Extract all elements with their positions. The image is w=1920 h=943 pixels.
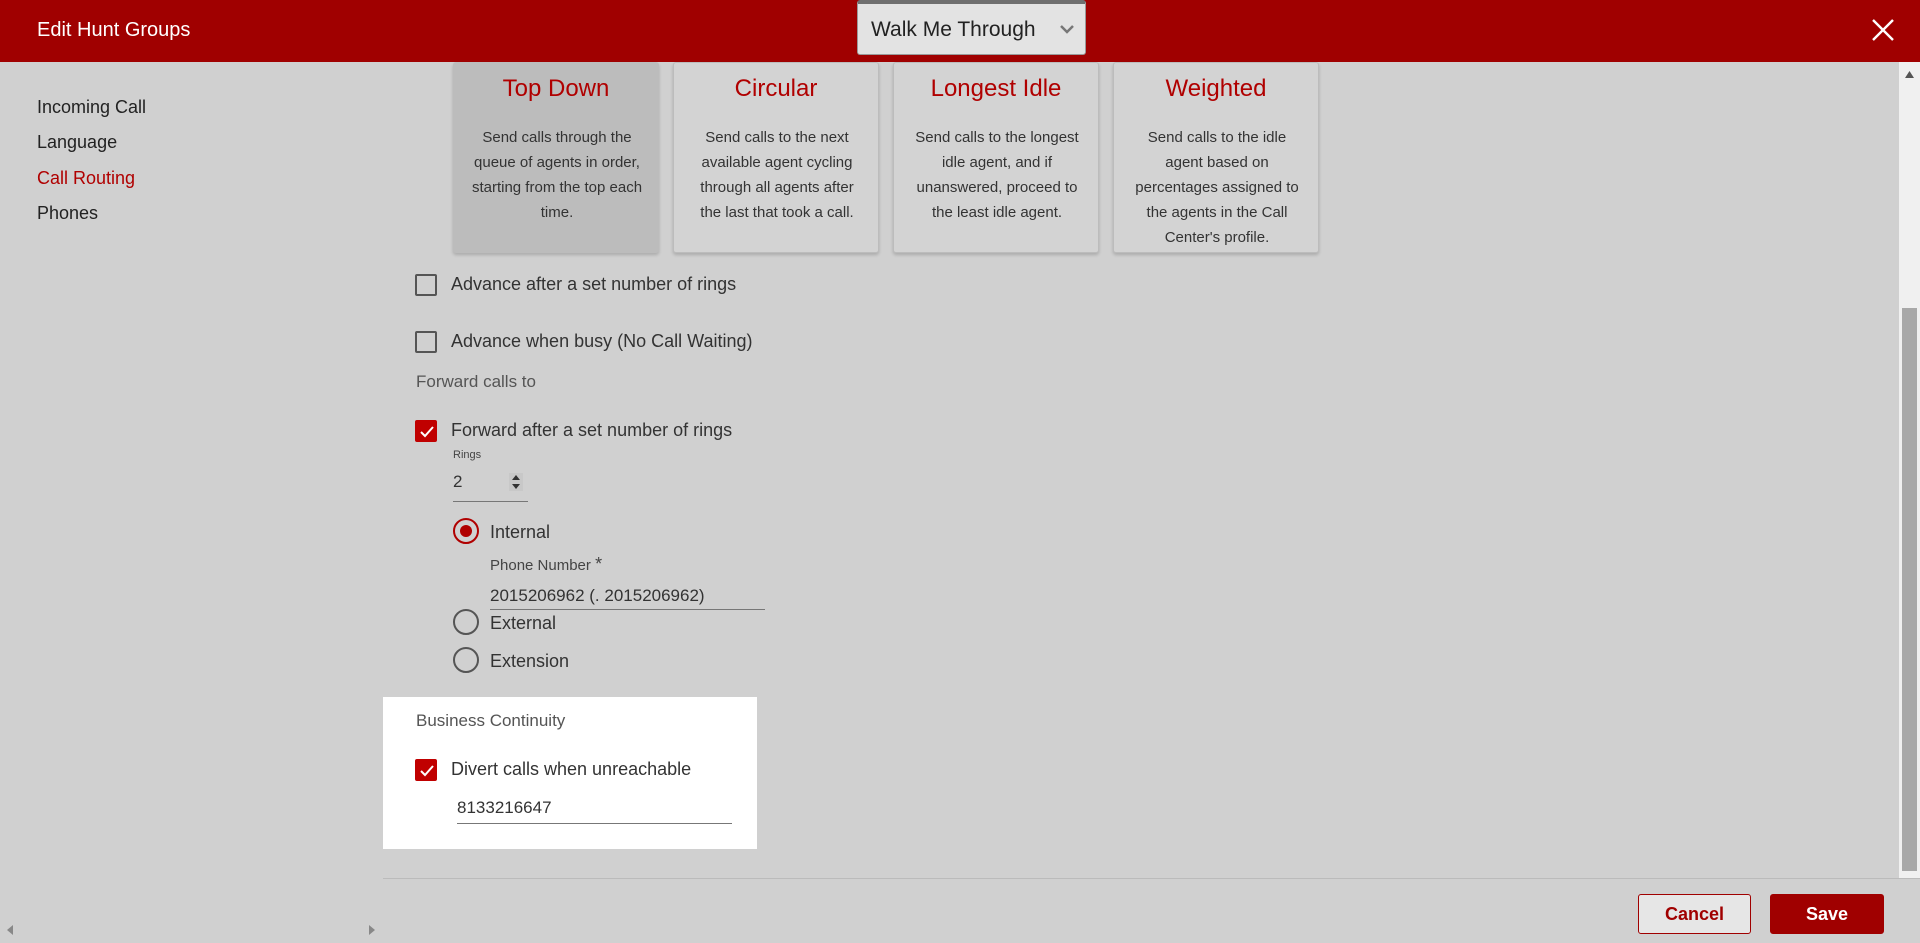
rings-field-label: Rings: [453, 449, 482, 461]
phone-number-underline: [490, 609, 765, 610]
vertical-scrollbar[interactable]: [1899, 62, 1920, 878]
external-label: External: [490, 613, 557, 633]
sidebar: [0, 62, 383, 943]
advance-rings-checkbox[interactable]: [415, 274, 437, 296]
divert-number-underline: [457, 823, 732, 824]
routing-card-top-down[interactable]: [453, 62, 659, 253]
card-title: Circular: [734, 75, 818, 102]
advance-rings-label: Advance after a set number of rings: [451, 274, 737, 294]
scroll-right-arrow-icon[interactable]: [368, 925, 376, 935]
sidebar-item-language[interactable]: Language: [37, 132, 118, 152]
sidebar-item-call-routing[interactable]: Call Routing: [37, 168, 136, 188]
internal-label: Internal: [490, 522, 551, 542]
checkmark-icon: [419, 424, 435, 440]
card-title: Weighted: [1165, 75, 1267, 102]
card-description: Send calls through the queue of agents in order, starting from the top each time.: [471, 129, 643, 221]
phone-number-label-text: Phone Number: [490, 557, 591, 574]
scrollbar-thumb[interactable]: [1902, 308, 1917, 871]
rings-input[interactable]: 2: [453, 472, 463, 491]
card-description: Send calls to the longest idle agent, and if unanswered, proceed to the least idle agent.: [915, 129, 1079, 221]
business-continuity-box: [383, 697, 757, 849]
phone-number-field-label: [490, 554, 602, 575]
forward-rings-checkbox[interactable]: [415, 420, 437, 442]
call-routing-panel: [383, 62, 1899, 878]
chevron-down-icon: [1059, 23, 1075, 35]
external-radio[interactable]: [453, 609, 479, 635]
scroll-up-arrow-icon[interactable]: [1905, 70, 1914, 78]
card-title: Longest Idle: [930, 75, 1062, 102]
routing-card-weighted[interactable]: [1113, 62, 1319, 253]
divert-unreachable-checkbox[interactable]: [415, 759, 437, 781]
advance-busy-checkbox[interactable]: [415, 331, 437, 353]
forward-section-label: Forward calls to: [416, 372, 536, 391]
forward-rings-label: Forward after a set number of rings: [451, 420, 733, 440]
divert-number-input[interactable]: 8133216647: [457, 798, 552, 817]
page-title: Edit Hunt Groups: [37, 19, 191, 41]
footer-bar: [383, 878, 1920, 943]
walk-me-through-dropdown[interactable]: [857, 0, 1086, 55]
rings-underline: [453, 501, 528, 502]
cancel-button[interactable]: Cancel: [1638, 894, 1751, 934]
internal-radio[interactable]: [453, 518, 479, 544]
spinner-arrows-icon[interactable]: [509, 473, 523, 491]
scroll-left-arrow-icon[interactable]: [6, 925, 14, 935]
save-button[interactable]: Save: [1770, 894, 1884, 934]
close-icon[interactable]: [1868, 15, 1898, 45]
card-description: Send calls to the next available agent cycling through all agents after the last that took a call.: [700, 129, 854, 221]
routing-card-longest-idle[interactable]: [893, 62, 1099, 253]
extension-label: Extension: [490, 651, 570, 671]
phone-number-input[interactable]: 2015206962 (. 2015206962): [490, 586, 705, 605]
walk-me-through-label: Walk Me Through: [871, 18, 1036, 41]
card-description: Send calls to the idle agent based on percentages assigned to the agents in the Call Center's profile.: [1135, 129, 1299, 246]
advance-busy-label: Advance when busy (No Call Waiting): [451, 331, 753, 351]
checkmark-icon: [419, 763, 435, 779]
extension-radio[interactable]: [453, 647, 479, 673]
sidebar-item-incoming-call[interactable]: Incoming Call: [37, 97, 147, 117]
divert-unreachable-label: Divert calls when unreachable: [451, 759, 692, 779]
card-title: Top Down: [502, 75, 610, 102]
business-continuity-label: Business Continuity: [416, 711, 566, 730]
app-header: [0, 0, 1920, 62]
sidebar-item-phones[interactable]: Phones: [37, 203, 99, 223]
routing-card-circular[interactable]: [673, 62, 879, 253]
required-mark: *: [595, 554, 603, 574]
